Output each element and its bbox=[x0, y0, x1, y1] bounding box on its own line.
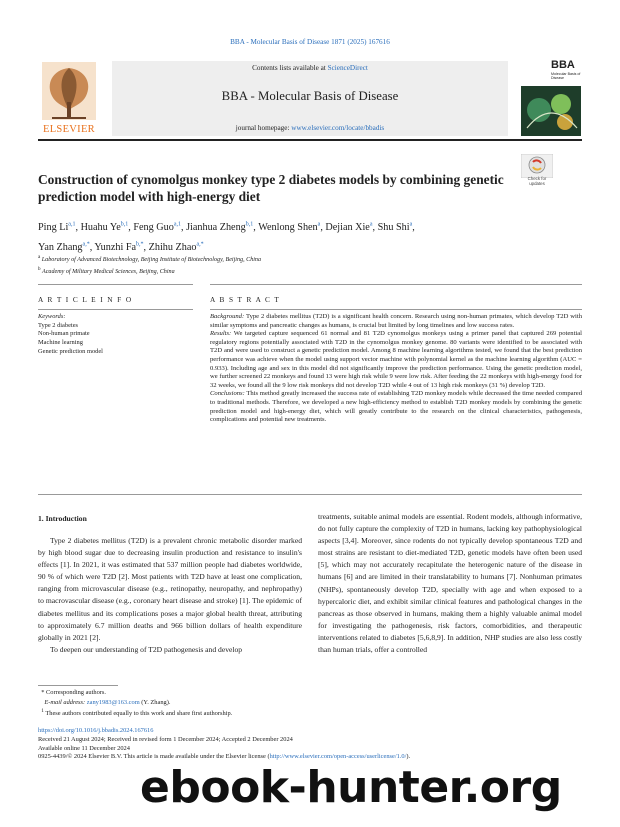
homepage-prefix: journal homepage: bbox=[235, 124, 292, 132]
check-for-updates-button[interactable] bbox=[521, 154, 553, 186]
watermark-text: ebook-hunter.org bbox=[140, 762, 562, 813]
abstract-heading: A B S T R A C T bbox=[210, 295, 281, 304]
article-history bbox=[38, 727, 582, 762]
author[interactable]: Wenlong Shen$^a$, bbox=[258, 222, 326, 234]
author[interactable]: Yunzhi $Fa^{b,*}$, bbox=[94, 241, 149, 253]
author[interactable]: Dejian Xie$^a$, bbox=[325, 222, 378, 234]
keywords-label: Keywords: bbox=[38, 313, 66, 320]
footnote-rule bbox=[38, 685, 118, 686]
journal-cover-image bbox=[521, 58, 581, 136]
paragraph: Type 2 diabetes mellitus (T2D) is a prevalent chronic metabolic disorder marked by high blood sugar due to decreasing insulin production and resistance to insulin's effects [1]. In 2021, it was estimated that 537 million people had diabetes worldwide, 90 % of which were T2D [2]. Most patients with T2D have at least one complication, ranging from microvascular disease (e.g., retinopathy, neuropathy, and nephropathy) to macrovascular disease (e.g., coronary heart disease and stroke) [1]. The epidemic of diabetes mellitus and its complications poses a major global health threat, attributing to approximately 6.7 million deaths and 966 billion dollars of health expenditure globally in 2021 [2]. bbox=[38, 536, 302, 642]
online-date: Available online 11 December 2024 bbox=[38, 744, 130, 752]
footnote-equal: $^1$ These authors contributed equally to this work and share first authorship. bbox=[41, 708, 233, 718]
abstract-bottom-rule bbox=[38, 494, 582, 495]
footnote-corresponding: * Corresponding authors. bbox=[38, 689, 106, 696]
author[interactable]: Shu Shi$^a$, bbox=[377, 222, 415, 234]
article-title: Construction of cynomolgus monkey type 2 diabetes models by combining genetic prediction model with high-energy diet bbox=[38, 172, 504, 204]
elsevier-logo-text: ELSEVIER bbox=[43, 124, 95, 135]
contents-prefix: Contents lists available at bbox=[252, 64, 328, 72]
abstract-body bbox=[210, 313, 582, 425]
affiliations bbox=[38, 253, 538, 277]
body-column-left bbox=[38, 535, 302, 656]
keyword: Genetic prediction model bbox=[38, 347, 103, 355]
section-heading-introduction: 1. Introduction bbox=[38, 514, 87, 523]
author[interactable]: Feng Guo$^{a,1}$, bbox=[133, 222, 187, 234]
license-line: 0925-4439/© 2024 Elsevier B.V. This article is made available under the Elsevier license (http://www.elsevier.com/open-access/userlicense/1.0/). bbox=[38, 753, 411, 761]
body-column-right bbox=[318, 511, 582, 656]
article-info-heading: A R T I C L E I N F O bbox=[38, 295, 133, 304]
check-updates-icon bbox=[521, 154, 553, 178]
abstract-subrule bbox=[210, 309, 582, 310]
license-link[interactable]: http://www.elsevier.com/open-access/userlicense/1.0/ bbox=[269, 753, 407, 761]
paragraph: treatments, suitable animal models are essential. Rodent models, although informative, do not fully capture the complexity of T2D in humans, lacking key pathophysiological aspects [3,4]. Moreover, since rodents do not typically develop spontaneous T2D and most strains are resistant to diet-mediated T2D, genetic models have often been used [5], which may not accurately recapitulate the heterogenic nature of the disease in humans [6] and are limited in their translatability to humans [7]. Nonhuman primates (NHPs), spontaneously develop T2D, specially with age and when exposed to a hypercaloric diet, and exhibit similar clinical features and pathological changes in the pancreas as those observed in humans, making them a highly valuable animal model for investigating the pathogenesis, risk factors, comorbidities, and therapeutic interventions related to diabetes [5,6,8,9]. In addition, NHP studies are also less costly than human trials, offer a controlled bbox=[318, 512, 582, 655]
author[interactable]: Yan Zhang$^{a,*}$, bbox=[38, 241, 95, 253]
sciencedirect-link[interactable]: ScienceDirect bbox=[327, 64, 368, 72]
cover-title: BBA bbox=[551, 59, 575, 71]
keyword: Machine learning bbox=[38, 339, 83, 347]
journal-name: BBA - Molecular Basis of Disease bbox=[221, 89, 399, 103]
article-info-rule bbox=[38, 284, 193, 285]
abstract-background: Background: Type 2 diabetes mellitus (T2D) is a significant health concern. Research using non-human primates, which develop T2D with similar symptoms and pancreatic changes as humans, is crucial but limited by long timelines and low success rates. bbox=[210, 313, 582, 329]
keyword: Non-human primate bbox=[38, 330, 90, 338]
elsevier-logo bbox=[38, 58, 100, 138]
running-header[interactable]: BBA - Molecular Basis of Disease 1871 (2025) 167616 bbox=[230, 38, 390, 46]
abstract-rule bbox=[210, 284, 582, 285]
footnote-email: E-mail address: zany1983@163.com (Y. Zhang). bbox=[44, 698, 171, 706]
author[interactable]: Zhihu Zhao$^{a,*}$ bbox=[148, 241, 204, 253]
received-dates: Received 21 August 2024; Received in revised form 1 December 2024; Accepted 2 December 2024 bbox=[38, 735, 293, 743]
affiliation-a: $^a$ Laboratory of Advanced Biotechnology, Beijing Institute of Biotechnology, Beijing, China bbox=[38, 254, 262, 264]
paragraph: To deepen our understanding of T2D pathogenesis and develop bbox=[50, 644, 243, 654]
header-rule bbox=[38, 139, 582, 141]
cover-subtitle: Molecular Basis of Disease bbox=[551, 72, 581, 80]
email-link[interactable]: zany1983@163.com bbox=[86, 698, 140, 706]
author[interactable]: Ping Li$^{a,1}$, bbox=[38, 222, 81, 234]
homepage-link[interactable]: www.elsevier.com/locate/bbadis bbox=[291, 124, 385, 132]
article-info-subrule bbox=[38, 309, 193, 310]
keyword: Type 2 diabetes bbox=[38, 321, 79, 329]
abstract-conclusions: Conclusions: This method greatly increased the success rate of establishing T2D monkey models while decreased the time needed compared to traditional methods. Therefore, we developed a new high-efficiency method to establish T2D monkey models by combining the genetic prediction model and high-energy diet, which will greatly contribute to the research on the clinical characteristics, pathogenesis, complications and potential new treatments. bbox=[210, 390, 582, 424]
abstract-results: Results: We targeted capture sequenced 61 normal and 81 T2D cynomolgus monkeys using a primer panel that captured 269 potential regulatory regions potentially associated with T2D in the cynomolgus monkey genome. 80 variants were identified to be associated with T2D and were used to construct a genetic prediction model. Among 8 machine learning algorithms tested, we found that the best prediction performance was achieve when the model using support vector machine with polynomial kernel as the machine learning algorithm (AUC = 0.933). Including age and sex in this model did not significantly improve the prediction performance. Using the genetic prediction model, we further screened 22 monkeys and found 13 were high risk while 9 were low risk. After feeding the 22 monkeys with high-energy food for 32 weeks, we found all the 9 low risk monkeys did not develop T2D while 4 out of 13 high risk monkeys (31 %) develop T2D. bbox=[210, 330, 582, 389]
contents-line bbox=[112, 64, 508, 72]
check-updates-label: Check for updates bbox=[527, 176, 547, 186]
keywords bbox=[38, 313, 193, 357]
author[interactable]: Jianhua Zheng$^{b,1}$, bbox=[186, 222, 259, 234]
affiliation-b: $^b$ Academy of Military Medical Sciences, Beijing, China bbox=[38, 266, 175, 276]
footnotes bbox=[38, 688, 338, 719]
doi-link[interactable]: https://doi.org/10.1016/j.bbadis.2024.167616 bbox=[38, 727, 154, 734]
homepage-line bbox=[112, 124, 508, 132]
author[interactable]: Huahu Ye$^{b,1}$, bbox=[80, 222, 134, 234]
author-list bbox=[38, 217, 538, 256]
